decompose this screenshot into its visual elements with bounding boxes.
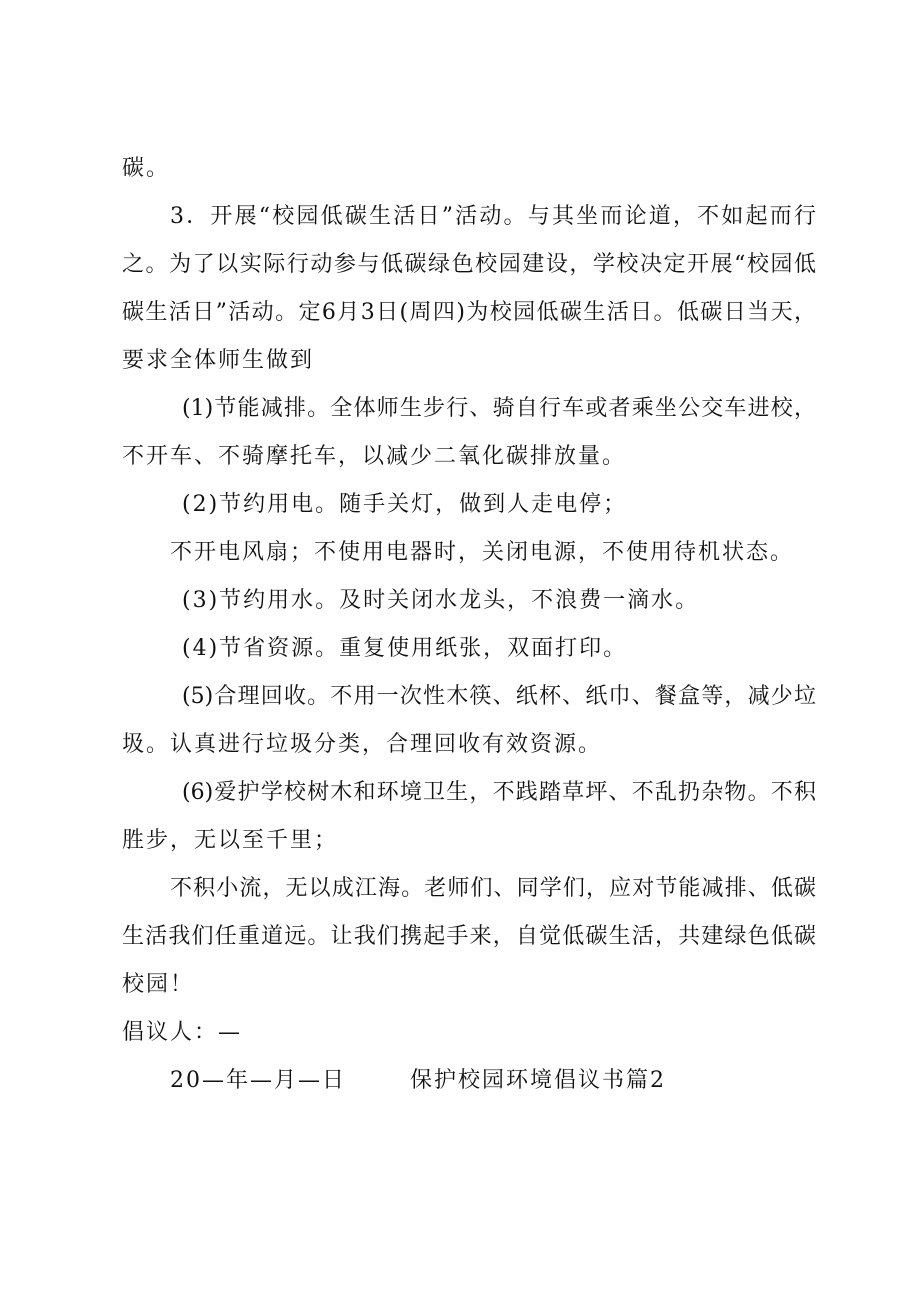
text-line: 不积小流，无以成江海。老师们、同学们，应对节能减排、低碳 bbox=[170, 876, 816, 901]
text-line: 要求全体师生做到 bbox=[122, 348, 315, 373]
date-line: 20—年—月—日 bbox=[170, 1068, 346, 1093]
text-line: 校园！ bbox=[122, 972, 195, 997]
text-line: (6)爱护学校树木和环境卫生，不践踏草坪、不乱扔杂物。不积 bbox=[182, 780, 816, 805]
text-line: 不开电风扇；不使用电器时，关闭电源，不使用待机状态。 bbox=[170, 540, 795, 565]
initiator-line: 倡议人：— bbox=[122, 1020, 243, 1045]
text-line: 3．开展“校园低碳生活日”活动。与其坐而论道，不如起而行 bbox=[170, 204, 816, 229]
text-line: (2)节约用电。随手关灯，做到人走电停； bbox=[182, 492, 628, 517]
text-line: 碳生活日”活动。定6月3日(周四)为校园低碳生活日。低碳日当天， bbox=[122, 300, 816, 325]
text-line: 圾。认真进行垃圾分类，合理回收有效资源。 bbox=[122, 732, 603, 757]
text-line: 之。为了以实际行动参与低碳绿色校园建设，学校决定开展“校园低 bbox=[122, 252, 816, 277]
text-line: (1)节能减排。全体师生步行、骑自行车或者乘坐公交车进校， bbox=[182, 396, 816, 421]
text-line: (5)合理回收。不用一次性木筷、纸杯、纸巾、餐盒等，减少垃 bbox=[182, 684, 816, 709]
text-line: (3)节约用水。及时关闭水龙头，不浪费一滴水。 bbox=[182, 588, 700, 613]
next-section-title: 保护校园环境倡议书篇2 bbox=[410, 1068, 666, 1093]
text-line: 碳。 bbox=[122, 156, 171, 181]
text-line: 不开车、不骑摩托车，以减少二氧化碳排放量。 bbox=[122, 444, 627, 469]
text-line: (4)节省资源。重复使用纸张，双面打印。 bbox=[182, 636, 628, 661]
date-and-title-line bbox=[170, 1066, 666, 1096]
text-line: 生活我们任重道远。让我们携起手来，自觉低碳生活，共建绿色低碳 bbox=[122, 924, 816, 949]
text-line: 胜步，无以至千里； bbox=[122, 828, 339, 853]
